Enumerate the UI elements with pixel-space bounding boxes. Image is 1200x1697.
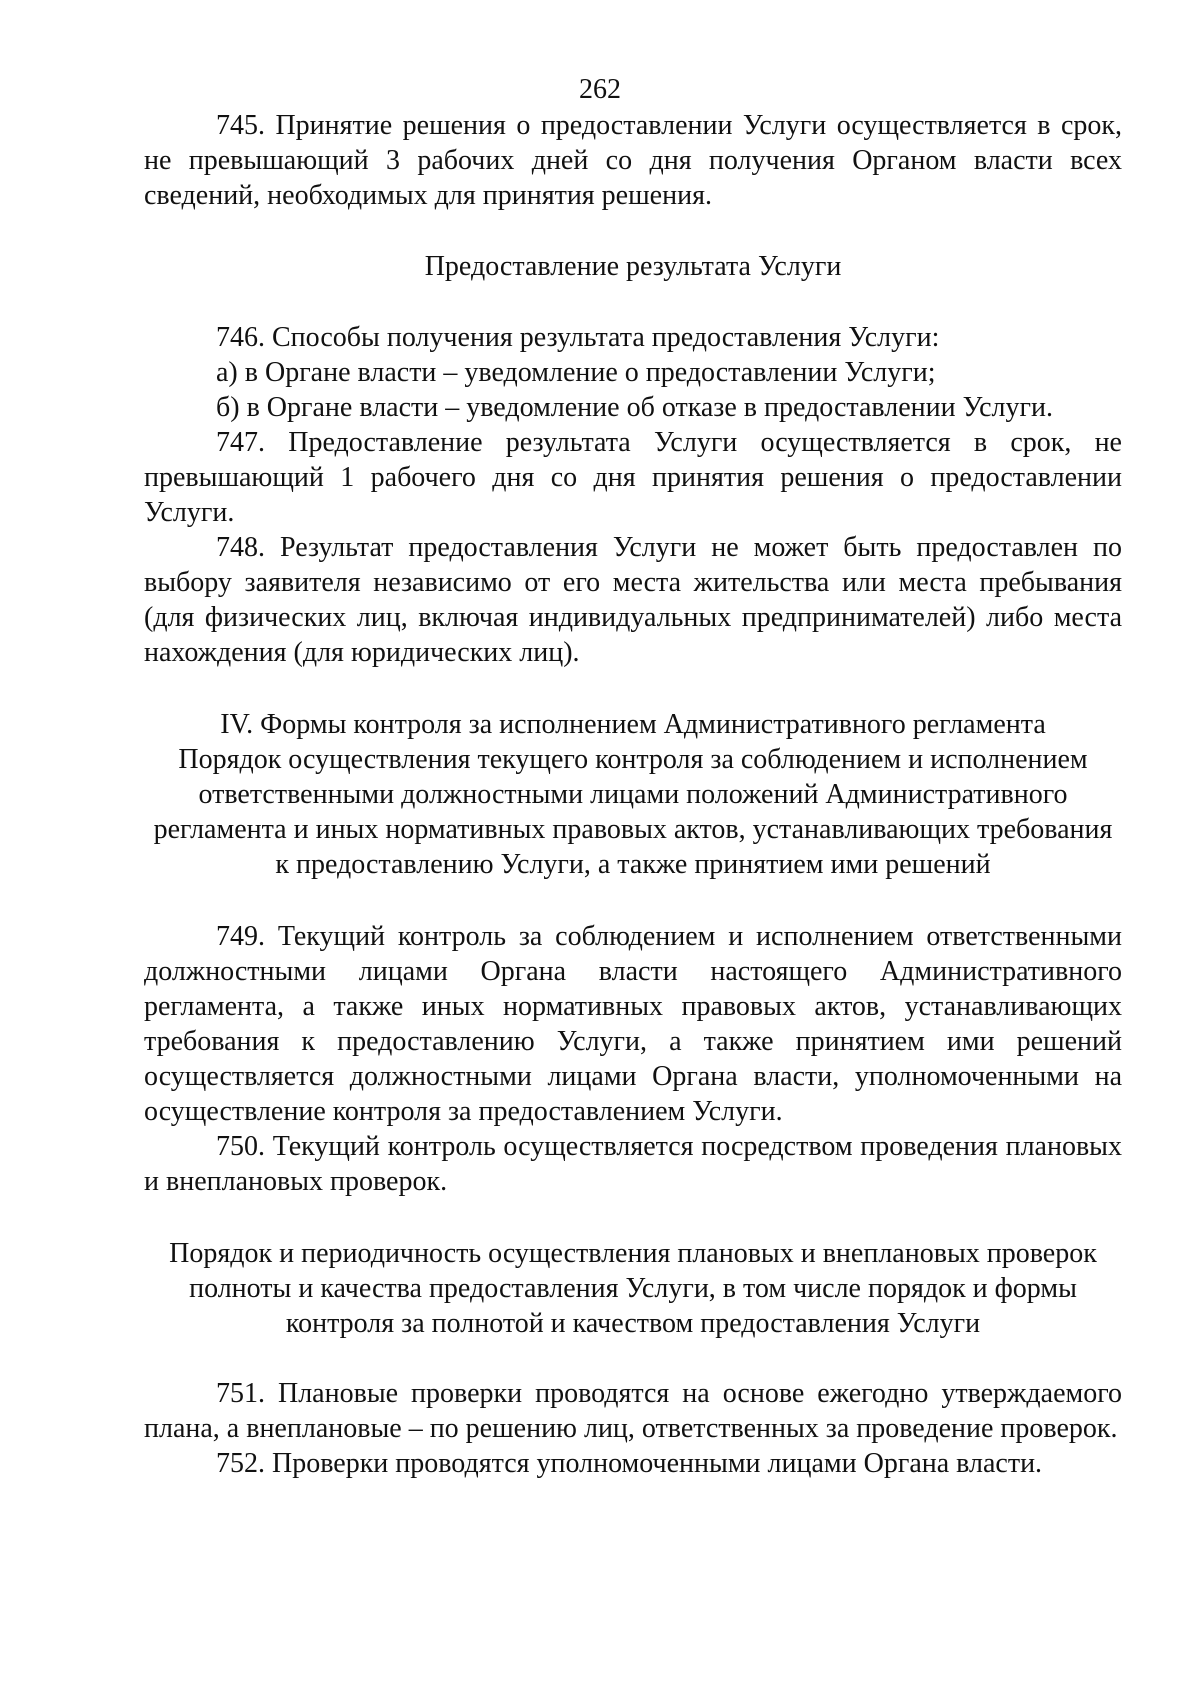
- paragraph-752: 752. Проверки проводятся уполномоченными лицами Органа власти.: [216, 1448, 1043, 1479]
- spacer: [144, 1199, 1122, 1236]
- paragraph-750: 750. Текущий контроль осуществляется посредством проведения плановых и внеплановых проверок.: [144, 1131, 1122, 1197]
- paragraph-745: 745. Принятие решения о предоставлении Услуги осуществляется в срок, не превышающий 3 рабочих дней со дня получения Органом власти всех сведений, необходимых для принятия решения.: [144, 110, 1122, 211]
- heading-result-delivery: Предоставление результата Услуги: [424, 251, 842, 282]
- heading-line: регламента и иных нормативных правовых актов, устанавливающих требования: [153, 814, 1113, 845]
- paragraph-748: 748. Результат предоставления Услуги не может быть предоставлен по выбору заявителя независимо от его места жительства или места пребывания (для физических лиц, включая индивидуальных предпринимателей) либо места нахождения (для юридических лиц).: [144, 532, 1122, 668]
- heading-line: Порядок и периодичность осуществления плановых и внеплановых проверок: [169, 1238, 1097, 1269]
- spacer: [144, 1341, 1122, 1376]
- paragraph-746-b: б) в Органе власти – уведомление об отказе в предоставлении Услуги.: [216, 392, 1053, 423]
- page-number: 262: [579, 74, 621, 105]
- paragraph-746-a: а) в Органе власти – уведомление о предоставлении Услуги;: [216, 357, 936, 388]
- paragraph-749: 749. Текущий контроль за соблюдением и исполнением ответственными должностными лицами Органа власти настоящего Административного регламента, а также иных нормативных правовых актов, устанавливающих требования к предоставлению Услуги, а также принятием ими решений осуществляется должностными лицами Органа власти, уполномоченными на осуществление контроля за предоставлением Услуги.: [144, 921, 1122, 1127]
- spacer: [144, 213, 1122, 249]
- paragraph-746: 746. Способы получения результата предоставления Услуги:: [216, 322, 940, 353]
- spacer: [144, 670, 1122, 707]
- heading-line: ответственными должностными лицами положений Административного: [198, 779, 1068, 810]
- spacer: [144, 284, 1122, 320]
- paragraph-747: 747. Предоставление результата Услуги осуществляется в срок, не превышающий 1 рабочего дня со дня принятия решения о предоставлении Услуги.: [144, 427, 1122, 528]
- heading-line: IV. Формы контроля за исполнением Административного регламента: [220, 709, 1046, 740]
- heading-line: к предоставлению Услуги, а также принятием ими решений: [275, 849, 991, 880]
- heading-inspections: [144, 1236, 1122, 1341]
- page-content: [144, 108, 1122, 1481]
- heading-line: Порядок осуществления текущего контроля за соблюдением и исполнением: [178, 744, 1088, 775]
- spacer: [144, 882, 1122, 919]
- heading-section-4: [144, 707, 1122, 882]
- paragraph-751: 751. Плановые проверки проводятся на основе ежегодно утверждаемого плана, а внеплановые – по решению лиц, ответственных за проведение проверок.: [144, 1378, 1122, 1444]
- heading-line: полноты и качества предоставления Услуги, в том числе порядок и формы: [189, 1273, 1077, 1304]
- heading-line: контроля за полнотой и качеством предоставления Услуги: [285, 1308, 981, 1339]
